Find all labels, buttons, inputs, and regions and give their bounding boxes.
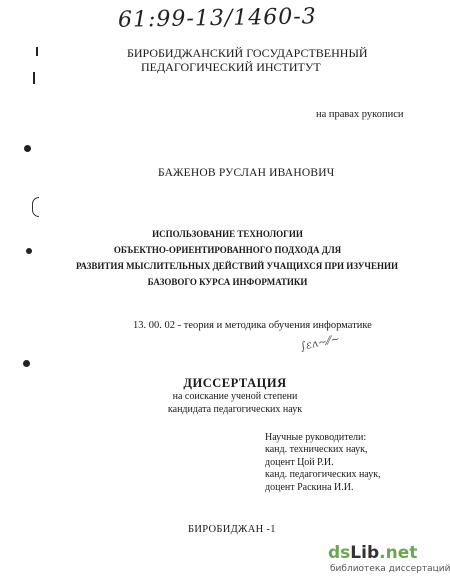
author-name: БАЖЕНОВ РУСЛАН ИВАНОВИЧ — [158, 167, 335, 179]
dslib-logo: dsLib.net — [328, 543, 418, 563]
institute-line: ПЕДАГОГИЧЕСКИЙ ИНСТИТУТ — [141, 60, 321, 74]
dslib-watermark — [328, 543, 450, 577]
margin-hole-punch — [24, 145, 31, 152]
margin-hole-punch — [26, 248, 32, 254]
supervisor-line: Научные руководители: — [265, 432, 367, 443]
supervisor-line: доцент Раскина И.И. — [265, 481, 354, 493]
supervisor-line: доцент Цой Р.И. — [265, 456, 334, 468]
handwritten-archive-code: 61:99-13/1460-3 — [117, 4, 317, 33]
margin-hole-punch — [23, 360, 30, 367]
handwritten-signature: ∫ɛʌ~⁄⁄~ — [299, 331, 341, 354]
watermark-subtitle: библиотека диссертаций — [330, 564, 450, 574]
supervisor-line: канд. педагогических наук, — [265, 469, 381, 481]
margin-tick-mark — [33, 72, 35, 84]
degree-line: кандидата педагогических наук — [167, 404, 303, 415]
title-line: РАЗВИТИЯ МЫСЛИТЕЛЬНЫХ ДЕЙСТВИЙ УЧАЩИХСЯ ПРИ ИЗУЧЕНИИ — [76, 261, 399, 271]
margin-bracket-mark — [32, 197, 39, 217]
specialty-code: 13. 00. 02 - теория и методика обучения информатике — [133, 320, 372, 331]
title-line: ИСПОЛЬЗОВАНИЕ ТЕХНОЛОГИИ — [152, 229, 303, 239]
degree-line: на соискание ученой степени — [172, 391, 298, 402]
institute-name — [127, 46, 387, 74]
margin-tick-mark — [36, 47, 38, 56]
dissertation-heading: ДИССЕРТАЦИЯ — [183, 376, 287, 390]
dissertation-type — [150, 376, 320, 416]
title-line: БАЗОВОГО КУРСА ИНФОРМАТИКИ — [147, 277, 308, 287]
supervisor-line: канд. технических наук, — [265, 444, 368, 456]
institute-line: БИРОБИДЖАНСКИЙ ГОСУДАРСТВЕННЫЙ — [127, 46, 368, 60]
dissertation-title — [76, 226, 399, 290]
city-year: БИРОБИДЖАН -1 — [188, 524, 276, 535]
supervisors-block — [265, 432, 381, 494]
title-line: ОБЪЕКТНО-ОРИЕНТИРОВАННОГО ПОДХОДА ДЛЯ — [113, 245, 342, 255]
rights-note: на правах рукописи — [316, 109, 404, 120]
